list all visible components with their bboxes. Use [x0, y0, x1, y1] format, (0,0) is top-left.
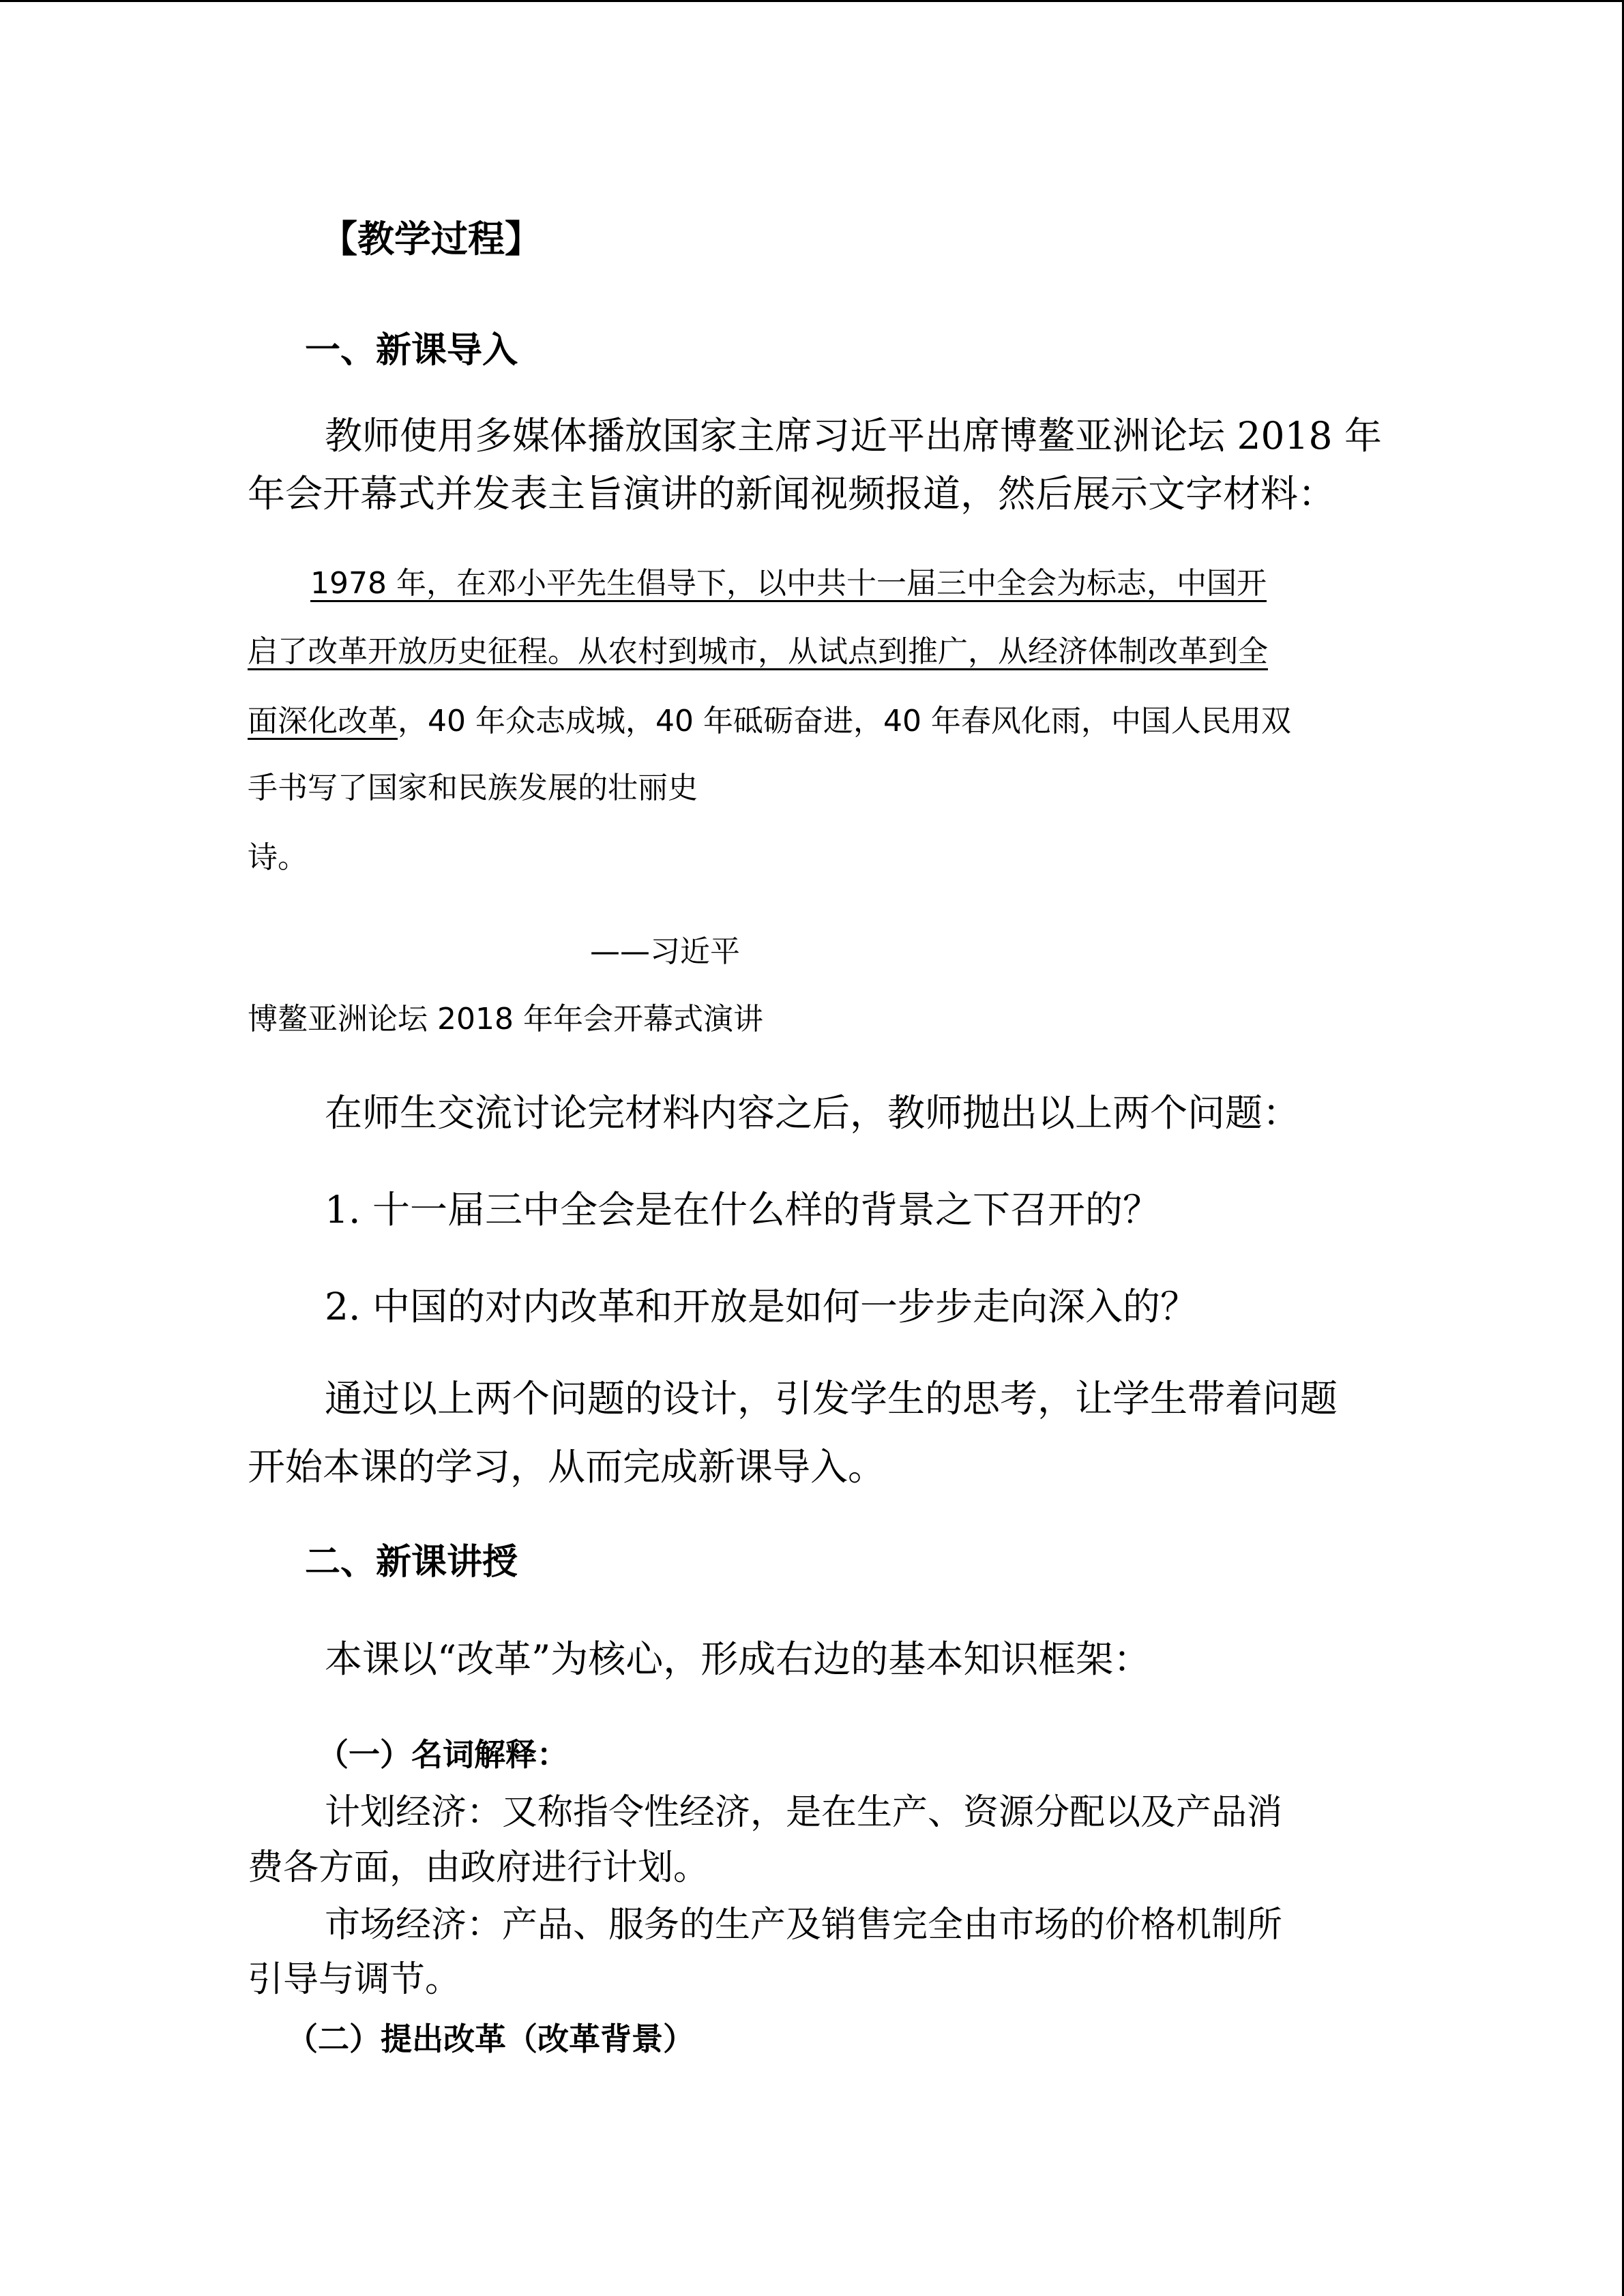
quote-line-5: 诗。 — [248, 840, 308, 875]
subsection-1-title: （一）名词解释： — [317, 1736, 568, 1773]
after-discussion-text: 在师生交流讨论完材料内容之后，教师抛出以上两个问题： — [325, 1091, 1301, 1135]
page-border-top — [0, 0, 1624, 2]
quote-line-3-rest: ，40 年众志成城，40 年砥砺奋进，40 年春风化雨，中国人民用双 — [398, 704, 1291, 739]
question-2: 2. 中国的对内改革和开放是如何一步步走向深入的？ — [325, 1285, 1198, 1328]
page-heading: 【教学过程】 — [321, 218, 542, 260]
planned-economy-line-2: 费各方面，由政府进行计划。 — [248, 1847, 709, 1888]
market-economy-line-2: 引导与调节。 — [248, 1959, 461, 2000]
question-1: 1. 十一届三中全会是在什么样的背景之下召开的？ — [325, 1188, 1160, 1232]
section-1-title: 一、新课导入 — [305, 330, 518, 371]
quote-line-3 — [248, 704, 1291, 739]
quote-attribution-author: ——习近平 — [590, 934, 740, 969]
summary-line-2: 开始本课的学习，从而完成新课导入。 — [248, 1445, 886, 1489]
quote-line-1: 1978 年，在邓小平先生倡导下，以中共十一届三中全会为标志，中国开 — [310, 566, 1267, 601]
quote-line-4: 手书写了国家和民族发展的壮丽史 — [248, 771, 698, 805]
section-2-title: 二、新课讲授 — [305, 1542, 518, 1583]
framework-text: 本课以“改革”为核心，形成右边的基本知识框架： — [325, 1637, 1151, 1681]
intro-line-2: 年会开幕式并发表主旨演讲的新闻视频报道，然后展示文字材料： — [248, 472, 1336, 516]
quote-attribution-source: 博鳌亚洲论坛 2018 年年会开幕式演讲 — [248, 1002, 763, 1037]
subsection-2-title: （二）提出改革（改革背景） — [286, 2021, 694, 2057]
market-economy-line-1: 市场经济：产品、服务的生产及销售完全由市场的价格机制所 — [325, 1905, 1283, 1945]
quote-line-2: 启了改革开放历史征程。从农村到城市，从试点到推广，从经济体制改革到全 — [248, 634, 1268, 669]
intro-line-1: 教师使用多媒体播放国家主席习近平出席博鳌亚洲论坛 2018 年 — [325, 414, 1382, 458]
planned-economy-line-1: 计划经济：又称指令性经济，是在生产、资源分配以及产品消 — [325, 1792, 1283, 1833]
quote-line-3-underlined: 面深化改革 — [248, 704, 398, 739]
summary-line-1: 通过以上两个问题的设计，引发学生的思考，让学生带着问题 — [325, 1377, 1338, 1420]
